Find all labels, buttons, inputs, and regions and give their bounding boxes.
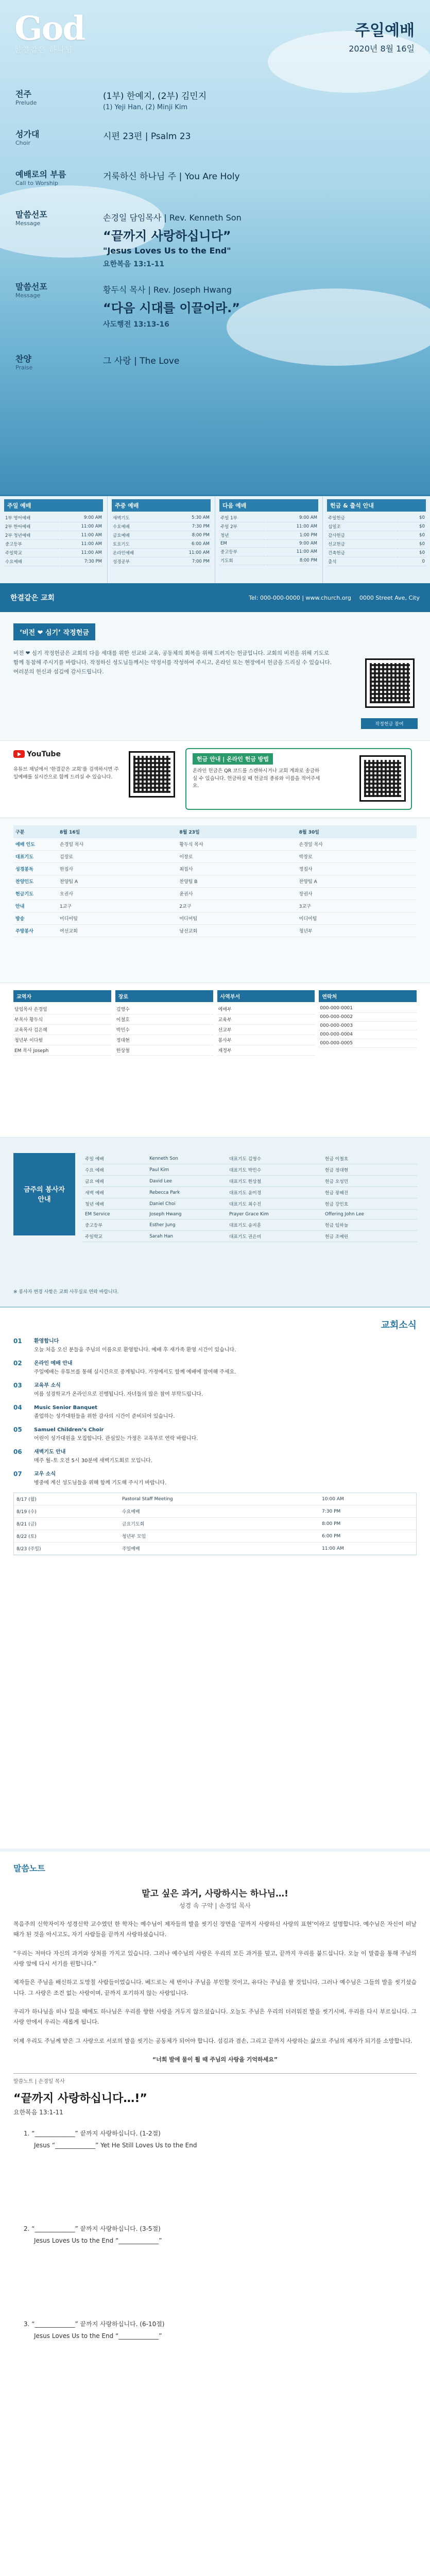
schedule-cell: 최집사 — [177, 863, 297, 875]
servant-cell: Offering John Lee — [322, 1210, 417, 1219]
schedule-row — [13, 925, 417, 937]
announcement-title: Samuel Children’s Choir — [34, 1427, 104, 1433]
minister-entry: 담임목사 손경일 — [13, 1004, 111, 1014]
announcement-text: 오늘 처음 오신 분들을 주님의 이름으로 환영합니다. 예배 후 새가족 환영 시간이 있습니다. — [34, 1347, 236, 1353]
online-text: 유튜브 채널에서 ‘한결같은 교회’를 검색하시면 주일예배를 실시간으로 함께 드리실 수 있습니다. — [13, 767, 119, 781]
announcement-item — [13, 1360, 417, 1377]
announcement-number: 01 — [13, 1337, 22, 1345]
schedule-cell: 윤권사 — [177, 888, 297, 900]
schedule-cell: 청년부 — [297, 925, 417, 937]
servants-heading: 금주의 봉사자 안내 — [13, 1153, 75, 1235]
order-row: 예배로의 부름 Call to Worship 거룩하신 하나님 주 | You Are Holy — [15, 170, 240, 187]
schedule-cell: 이장로 — [177, 851, 297, 863]
announcement-text: 졸업하는 성가대원들을 위한 감사의 시간이 준비되어 있습니다. — [34, 1413, 175, 1419]
strip-row — [219, 540, 318, 548]
worship-schedule-table — [0, 818, 430, 983]
strip-value: $0 — [398, 514, 426, 522]
strip-value: 7:30 PM — [162, 522, 211, 531]
strip-label: 선교헌금 — [327, 540, 398, 549]
announcement-title: 새벽기도 안내 — [34, 1449, 66, 1455]
schedule-row — [13, 900, 417, 912]
calendar-cell: 8/17 (월) — [14, 1493, 119, 1505]
youtube-link[interactable]: YouTube — [13, 750, 61, 758]
strip-row — [4, 557, 103, 566]
calendar-cell: 8/21 (금) — [14, 1518, 119, 1530]
schedule-cell: 찬양인도 — [13, 875, 58, 888]
schedule-cell: 박장로 — [297, 851, 417, 863]
qr-code-icon[interactable] — [359, 755, 406, 802]
announcements-section — [0, 1308, 430, 1849]
strip-column: 주일 예배 1부 영어예배 9:00 AM 2부 한어예배 11:00 AM 2부 청년예배 11:00 AM 중고등부 11:00 AM 주일학교 11:00 AM 수요예배 7:30 PM — [0, 496, 108, 583]
order-of-worship — [0, 88, 430, 393]
service-date: 2020년 8월 16일 — [349, 44, 415, 54]
schedule-cell: 여선교회 — [58, 925, 177, 937]
announcement-number: 05 — [13, 1426, 22, 1433]
announcement-body — [34, 1404, 417, 1421]
servant-cell: 대표기도 한상철 — [227, 1176, 322, 1187]
minister-entry: 000-000-0002 — [319, 1013, 417, 1022]
announcement-body — [34, 1337, 417, 1354]
servant-row — [82, 1198, 417, 1210]
strip-value: 11:00 AM — [58, 531, 103, 540]
strip-value: 5:30 AM — [162, 514, 211, 522]
servant-cell: 금요 예배 — [82, 1176, 147, 1187]
minister-entry: 부목사 황두식 — [13, 1014, 111, 1025]
announcements-title: 교회소식 — [381, 1320, 417, 1331]
servant-cell: 수요 예배 — [82, 1164, 147, 1176]
strip-label: 주일학교 — [4, 549, 58, 557]
schedule-cell: 장권사 — [297, 888, 417, 900]
church-contact: Tel: 000-000-0000 | www.church.org — [249, 594, 351, 601]
sermon-blank-2[interactable]: 2. “_____________” 끝까지 사랑하십니다. (3-5절) Jesus Loves Us to the End “_____________” — [24, 2225, 162, 2245]
servant-cell: 대표기도 박민수 — [227, 1164, 322, 1176]
strip-value: 11:00 AM — [264, 548, 318, 556]
sermon-paragraph: 제자들은 주님을 배신하고 도망칠 사람들이었습니다. 베드로는 세 번이나 주님을 부인할 것이고, 유다는 주님을 팔 것입니다. 그러나 예수님은 그들의 발을 씻기셨습니다. 그 사랑은 조건 없는 사랑이며, 끝까지 포기하지 않는 사랑입니다. — [13, 1979, 417, 1996]
strip-value: 11:00 AM — [58, 522, 103, 531]
schedule-cell: 방송 — [13, 912, 58, 925]
calendar-table — [13, 1493, 417, 1555]
announcement-title: 교육부 소식 — [34, 1383, 61, 1388]
calendar-cell: 8:00 PM — [319, 1518, 416, 1530]
schedule-row — [13, 838, 417, 851]
announcement-text: 매주 월–토 오전 5시 30분에 새벽기도회로 모입니다. — [34, 1458, 152, 1464]
schedule-cell: 미디어팀 — [58, 912, 177, 925]
vision-text: 비전 ❤ 심기 작정헌금은 교회의 다음 세대를 위한 선교와 교육, 공동체의 회복을 위해 드려지는 헌금입니다. 교회의 비전을 위해 기도로 함께 동참해 주시기를 바랍니다. 작정하신 성도님들께서는 약정서를 작성하여 주시고, 온라인 또는 현장에서 헌금을 드리실 수 있습니다. 여러분의 헌신과 섬김에 감사드립니다. — [13, 650, 332, 675]
announcement-title: Music Senior Banquet — [34, 1405, 98, 1411]
schedule-cell: 헌금기도 — [13, 888, 58, 900]
announcement-number: 02 — [13, 1360, 22, 1367]
minister-entry: 봉사부 — [217, 1035, 315, 1045]
strip-label: 건축헌금 — [327, 549, 398, 557]
calendar-cell: 주일예배 — [119, 1543, 319, 1555]
minister-entry: 정대현 — [115, 1035, 213, 1045]
service-times-strip — [0, 495, 430, 583]
calendar-row — [14, 1530, 416, 1543]
announcement-body — [34, 1448, 417, 1465]
schedule-cell: 찬양팀 A — [58, 875, 177, 888]
servant-row — [82, 1210, 417, 1219]
schedule-cell: 남선교회 — [177, 925, 297, 937]
servant-cell: Sarah Han — [147, 1231, 227, 1242]
strip-row — [327, 522, 426, 531]
strip-label: 기도회 — [219, 556, 264, 565]
sermon-title: 맡고 싶은 과거, 사랑하시는 하나님…! — [142, 1889, 288, 1899]
servant-cell: 대표기도 윤미경 — [227, 1187, 322, 1198]
schedule-cell: 찬양팀 B — [177, 875, 297, 888]
minister-entry: EM 목사 Joseph — [13, 1045, 111, 1056]
strip-row — [4, 540, 103, 549]
minister-entry: 000-000-0001 — [319, 1004, 417, 1013]
servant-cell: 대표기도 최수진 — [227, 1198, 322, 1210]
minister-entry: 000-000-0004 — [319, 1030, 417, 1039]
sermon-notes-header: 말씀노트 | 손경일 목사 — [13, 2079, 65, 2085]
servant-cell: 주일 예배 — [82, 1153, 147, 1164]
calendar-cell: 8/22 (토) — [14, 1530, 119, 1543]
servant-row — [82, 1176, 417, 1187]
ministers-column: 장로 김영수 이철호 박민수 정대현 한상철 — [115, 990, 213, 1056]
announcement-body — [34, 1426, 417, 1443]
sermon-quote: “너희 발에 물이 튈 때 주님의 사랑을 기억하세요” — [152, 2056, 278, 2063]
announcement-item — [13, 1470, 417, 1487]
strip-row — [219, 531, 318, 540]
servant-row — [82, 1164, 417, 1176]
strip-row — [219, 514, 318, 522]
calendar-cell: 8/23 (주일) — [14, 1543, 119, 1555]
servant-cell: 새벽 예배 — [82, 1187, 147, 1198]
announcement-item — [13, 1337, 417, 1354]
calendar-cell: 수요예배 — [119, 1505, 319, 1518]
announcement-body — [34, 1382, 417, 1399]
schedule-cell: 안내 — [13, 900, 58, 912]
sermon-paragraph: “우리는 저마다 자신의 과거와 상처를 가지고 있습니다. 그러나 예수님의 사랑은 우리의 모든 과거를 덮고, 끝까지 우리를 붙드십니다. 오늘 이 말씀을 통해 주님의 사랑 앞에 다시 서기를 원합니다.” — [13, 1950, 417, 1968]
servant-cell: 주일학교 — [82, 1231, 147, 1242]
sermon-big-title: “끝까지 사랑하십니다…!” — [13, 2092, 147, 2106]
minister-entry: 000-000-0003 — [319, 1022, 417, 1030]
minister-entry: 청년부 이다윗 — [13, 1035, 111, 1045]
sermon-paragraph: 이제 우리도 주님께 받은 그 사랑으로 서로의 발을 씻기는 공동체가 되어야 합니다. 섬김과 겸손, 그리고 끝까지 사랑하는 삶으로 주님의 제자가 되기를 소망합니다. — [13, 2037, 412, 2044]
vision-offering-section — [0, 612, 430, 741]
strip-row — [4, 531, 103, 540]
strip-label: 출석 — [327, 557, 398, 566]
minister-entry: 이철호 — [115, 1014, 213, 1025]
strip-value: 1:00 PM — [264, 531, 318, 540]
strip-row — [4, 522, 103, 531]
servant-row — [82, 1153, 417, 1164]
schedule-cell: 대표기도 — [13, 851, 58, 863]
announcement-title: 교우 소식 — [34, 1471, 56, 1477]
announcement-item — [13, 1404, 417, 1421]
strip-label: 1부 영어예배 — [4, 514, 58, 522]
church-logo: God 한결같은 하나님 — [14, 9, 85, 54]
schedule-cell: 예배 인도 — [13, 838, 58, 851]
ministers-section — [0, 983, 430, 1138]
servant-cell: Joseph Hwang — [147, 1210, 227, 1219]
strip-value: 0 — [398, 557, 426, 566]
servant-cell: 대표기도 권은비 — [227, 1231, 322, 1242]
calendar-cell: 8/19 (수) — [14, 1505, 119, 1518]
order-row: 말씀선포 Message 손경일 담임목사 | Rev. Kenneth Son “끝까지 사랑하십니다” "Jesus Loves Us to the End" 요한복음 13:1-11 — [15, 210, 242, 268]
strip-row — [112, 514, 211, 522]
servant-cell: 헌금 이철호 — [322, 1153, 417, 1164]
schedule-cell: 찬양팀 A — [297, 875, 417, 888]
strip-value: $0 — [398, 522, 426, 531]
strip-label: EM — [219, 540, 264, 548]
strip-label: 중고등부 — [219, 548, 264, 556]
schedule-row — [13, 851, 417, 863]
schedule-row — [13, 875, 417, 888]
servant-cell: 대표기도 김영수 — [227, 1153, 322, 1164]
vision-heading: ‘비전 ❤ 심기’ 작정헌금 — [13, 623, 95, 640]
minister-entry: 선교부 — [217, 1025, 315, 1035]
schedule-header: 8월 16일 — [58, 825, 177, 838]
announcement-title: 환영합니다 — [34, 1338, 59, 1344]
announcement-text: 어린이 성가대원을 모집합니다. 관심있는 가정은 교육부로 연락 바랍니다. — [34, 1435, 198, 1442]
strip-value: 8:00 PM — [162, 531, 211, 540]
servant-row — [82, 1219, 417, 1231]
announcement-number: 07 — [13, 1470, 22, 1478]
announcement-item — [13, 1448, 417, 1465]
minister-entry: 박민수 — [115, 1025, 213, 1035]
strip-value: 11:00 AM — [264, 522, 318, 531]
strip-value: $0 — [398, 549, 426, 557]
strip-row — [219, 548, 318, 556]
announcement-title: 온라인 예배 안내 — [34, 1361, 73, 1366]
servant-cell: 대표기도 송지훈 — [227, 1219, 322, 1231]
schedule-cell: 김장로 — [58, 851, 177, 863]
order-row: 전주 Prelude (1부) 한예지, (2부) 김민지 (1) Yeji Han, (2) Minji Kim — [15, 89, 207, 111]
calendar-row — [14, 1493, 416, 1505]
announcement-number: 03 — [13, 1382, 22, 1389]
date-box — [349, 18, 415, 54]
schedule-cell: 정집사 — [297, 863, 417, 875]
servant-cell: 헌금 임하늘 — [322, 1219, 417, 1231]
announcement-number: 06 — [13, 1448, 22, 1455]
schedule-cell: 황두식 목사 — [177, 838, 297, 851]
strip-row — [112, 531, 211, 540]
strip-row — [112, 522, 211, 531]
strip-label: 2부 청년예배 — [4, 531, 58, 540]
strip-row — [327, 531, 426, 540]
servant-cell: 헌금 오성민 — [322, 1176, 417, 1187]
strip-value: 7:30 PM — [58, 557, 103, 566]
servant-cell: Paul Kim — [147, 1164, 227, 1176]
minister-entry: 교육목사 김은혜 — [13, 1025, 111, 1035]
giving-box: 헌금 안내 | 온라인 헌금 방법 온라인 헌금은 QR 코드를 스캔하시거나 교회 계좌로 송금하실 수 있습니다. 헌금하실 때 헌금의 종류와 이름을 적어주세요. — [185, 748, 412, 810]
strip-row — [112, 549, 211, 557]
strip-row — [327, 549, 426, 557]
minister-entry: 재정부 — [217, 1045, 315, 1056]
servant-cell: Rebecca Park — [147, 1187, 227, 1198]
strip-column: 다음 예배 주일 1부 9:00 AM 주일 2부 11:00 AM 청년 1:00 PM EM 9:00 AM 중고등부 11:00 AM 기도회 8:00 PM — [215, 496, 323, 583]
strip-label: 중고등부 — [4, 540, 58, 549]
servants-note: ※ 봉사자 변경 사항은 교회 사무실로 연락 바랍니다. — [13, 1290, 119, 1295]
strip-label: 2부 한어예배 — [4, 522, 58, 531]
servant-cell: David Lee — [147, 1176, 227, 1187]
ministers-column: 사역부서 예배부 교육부 선교부 봉사부 재정부 — [217, 990, 315, 1056]
servants-section — [0, 1138, 430, 1308]
announcement-text: 병중에 계신 성도님들을 위해 함께 기도해 주시기 바랍니다. — [34, 1480, 167, 1486]
strip-row — [112, 540, 211, 549]
announcement-number: 04 — [13, 1404, 22, 1411]
schedule-cell: 성경봉독 — [13, 863, 58, 875]
servant-cell: Daniel Choi — [147, 1198, 227, 1210]
calendar-cell: 금요기도회 — [119, 1518, 319, 1530]
schedule-cell: 한집사 — [58, 863, 177, 875]
calendar-row — [14, 1518, 416, 1530]
sermon-series: 성경 속 구약 | 손경일 목사 — [179, 1902, 251, 1909]
church-info-bar — [0, 583, 430, 612]
schedule-row — [13, 863, 417, 875]
strip-label: 청년 — [219, 531, 264, 540]
announcement-body — [34, 1470, 417, 1487]
strip-value: 11:00 AM — [162, 549, 211, 557]
schedule-cell: 주방봉사 — [13, 925, 58, 937]
servant-row — [82, 1231, 417, 1242]
strip-value: 11:00 AM — [58, 540, 103, 549]
schedule-cell: 3교구 — [297, 900, 417, 912]
schedule-header: 8월 30일 — [297, 825, 417, 838]
strip-value: 9:00 AM — [264, 540, 318, 548]
schedule-cell: 오권사 — [58, 888, 177, 900]
qr-code-icon[interactable] — [365, 658, 415, 708]
strip-row — [327, 557, 426, 566]
strip-label: 새벽기도 — [112, 514, 162, 522]
strip-row — [4, 514, 103, 522]
online-worship-section — [0, 741, 430, 818]
ministers-column: 교역자 담임목사 손경일 부목사 황두식 교육목사 김은혜 청년부 이다윗 EM 목사 Joseph — [13, 990, 111, 1056]
calendar-row — [14, 1543, 416, 1555]
strip-value: 9:00 AM — [58, 514, 103, 522]
strip-row — [112, 557, 211, 566]
minister-entry: 한상철 — [115, 1045, 213, 1056]
announcement-body — [34, 1360, 417, 1377]
calendar-cell: 6:00 PM — [319, 1530, 416, 1543]
strip-label: 주일 1부 — [219, 514, 264, 522]
calendar-cell: 7:30 PM — [319, 1505, 416, 1518]
strip-label: 수요예배 — [112, 522, 162, 531]
sermon-blank-1[interactable]: 1. “_____________” 끝까지 사랑하십니다. (1-2절) Jesus “_____________” Yet He Still Loves Us to the End — [24, 2130, 197, 2149]
strip-label: 성경공부 — [112, 557, 162, 566]
ministers-column: 연락처 000-000-0001 000-000-0002 000-000-0003 000-000-0004 000-000-0005 — [319, 990, 417, 1056]
strip-value: $0 — [398, 540, 426, 549]
hero-section — [0, 0, 430, 495]
servant-cell: Prayer Grace Kim — [227, 1210, 322, 1219]
schedule-cell: 손경일 목사 — [58, 838, 177, 851]
schedule-cell: 1교구 — [58, 900, 177, 912]
minister-entry: 000-000-0005 — [319, 1039, 417, 1048]
strip-value: 6:00 AM — [162, 540, 211, 549]
sermon-tag: 말씀노트 — [13, 1863, 45, 1873]
schedule-row — [13, 888, 417, 900]
sermon-paragraph: 복음주의 신학자이자 성경신학 교수였던 한 학자는 예수님이 제자들의 발을 씻기신 장면을 ‘끝까지 사랑하신 사랑의 표현’이라고 설명합니다. 예수님은 자신이 떠날 때가 된 것을 아시고도, 자기 사람들을 끝까지 사랑하셨습니다. — [13, 1921, 417, 1938]
strip-value: 9:00 AM — [264, 514, 318, 522]
servant-cell: Kenneth Son — [147, 1153, 227, 1164]
strip-label: 주일 2부 — [219, 522, 264, 531]
strip-row — [4, 549, 103, 557]
sermon-reference: 요한복음 13:1-11 — [13, 2109, 63, 2116]
order-row: 찬양 Praise 그 사랑 | The Love — [15, 354, 180, 371]
church-name: 한결같은 교회 — [10, 594, 55, 602]
strip-label: 수요예배 — [4, 557, 58, 566]
announcement-item — [13, 1426, 417, 1443]
strip-label: 감사헌금 — [327, 531, 398, 540]
schedule-row — [13, 912, 417, 925]
servant-row — [82, 1187, 417, 1198]
strip-column: 주중 예배 새벽기도 5:30 AM 수요예배 7:30 PM 금요예배 8:00 PM 토요기도 6:00 AM 온라인예배 11:00 AM 성경공부 7:00 PM — [108, 496, 215, 583]
minister-entry: 김영수 — [115, 1004, 213, 1014]
calendar-cell: 청년부 모임 — [119, 1530, 319, 1543]
minister-entry: 예배부 — [217, 1004, 315, 1014]
calendar-cell: 10:00 AM — [319, 1493, 416, 1505]
strip-value: 8:00 PM — [264, 556, 318, 565]
order-row: 성가대 Choir 시편 23편 | Psalm 23 — [15, 129, 191, 146]
servant-cell: Esther Jung — [147, 1219, 227, 1231]
schedule-cell: 손경일 목사 — [297, 838, 417, 851]
strip-label: 주일헌금 — [327, 514, 398, 522]
announcement-item — [13, 1382, 417, 1399]
sermon-section — [0, 1849, 430, 2576]
order-row: 말씀선포 Message 황두식 목사 | Rev. Joseph Hwang “다음 시대를 이끌어라.” 사도행전 13:13-16 — [15, 282, 240, 329]
church-address: 0000 Street Ave, City — [359, 594, 420, 601]
servant-cell: 중고등부 — [82, 1219, 147, 1231]
schedule-cell: 2교구 — [177, 900, 297, 912]
calendar-cell: Pastoral Staff Meeting — [119, 1493, 319, 1505]
strip-column: 헌금 & 출석 안내 주일헌금 $0 십일조 $0 감사헌금 $0 선교헌금 $0 건축헌금 $0 출석 0 — [323, 496, 430, 583]
servant-cell: 헌금 장혜진 — [322, 1187, 417, 1198]
servant-cell: EM Service — [82, 1210, 147, 1219]
strip-label: 금요예배 — [112, 531, 162, 540]
announcement-text: 여름 성경학교가 온라인으로 진행됩니다. 자녀들의 많은 참여 부탁드립니다. — [34, 1391, 203, 1397]
schedule-cell: 미디어팀 — [177, 912, 297, 925]
minister-entry: 교육부 — [217, 1014, 315, 1025]
strip-row — [219, 522, 318, 531]
announcement-text: 주일예배는 유튜브를 통해 실시간으로 중계됩니다. 가정에서도 함께 예배에 참여해 주세요. — [34, 1369, 236, 1375]
strip-row — [219, 556, 318, 565]
schedule-cell: 미디어팀 — [297, 912, 417, 925]
strip-value: 7:00 PM — [162, 557, 211, 566]
strip-value: 11:00 AM — [58, 549, 103, 557]
schedule-header: 8월 23일 — [177, 825, 297, 838]
strip-label: 토요기도 — [112, 540, 162, 549]
calendar-row — [14, 1505, 416, 1518]
servant-cell: 청년 예배 — [82, 1198, 147, 1210]
servant-cell: 헌금 조예린 — [322, 1231, 417, 1242]
strip-row — [327, 540, 426, 549]
sermon-blank-3[interactable]: 3. “_____________” 끝까지 사랑하십니다. (6-10절) Jesus Loves Us to the End “_____________” — [24, 2320, 165, 2340]
strip-label: 십일조 — [327, 522, 398, 531]
qr-caption: 작정헌금 참여 — [361, 718, 418, 729]
servant-cell: 헌금 정대현 — [322, 1164, 417, 1176]
service-title: 주일예배 — [355, 22, 415, 40]
strip-row — [327, 514, 426, 522]
strip-label: 온라인예배 — [112, 549, 162, 557]
schedule-header: 구분 — [13, 825, 58, 838]
strip-value: $0 — [398, 531, 426, 540]
youtube-play-icon — [13, 750, 25, 758]
calendar-cell: 11:00 AM — [319, 1543, 416, 1555]
servant-cell: 헌금 강민호 — [322, 1198, 417, 1210]
sermon-paragraph: 우리가 하나님을 떠나 있을 때에도 하나님은 우리를 향한 사랑을 거두지 않으셨습니다. 오늘도 주님은 우리의 더러워진 발을 씻기시며, 우리를 다시 부르십니다. 그 사랑 안에서 우리는 새롭게 됩니다. — [13, 2008, 417, 2026]
qr-code-icon[interactable] — [129, 751, 175, 798]
